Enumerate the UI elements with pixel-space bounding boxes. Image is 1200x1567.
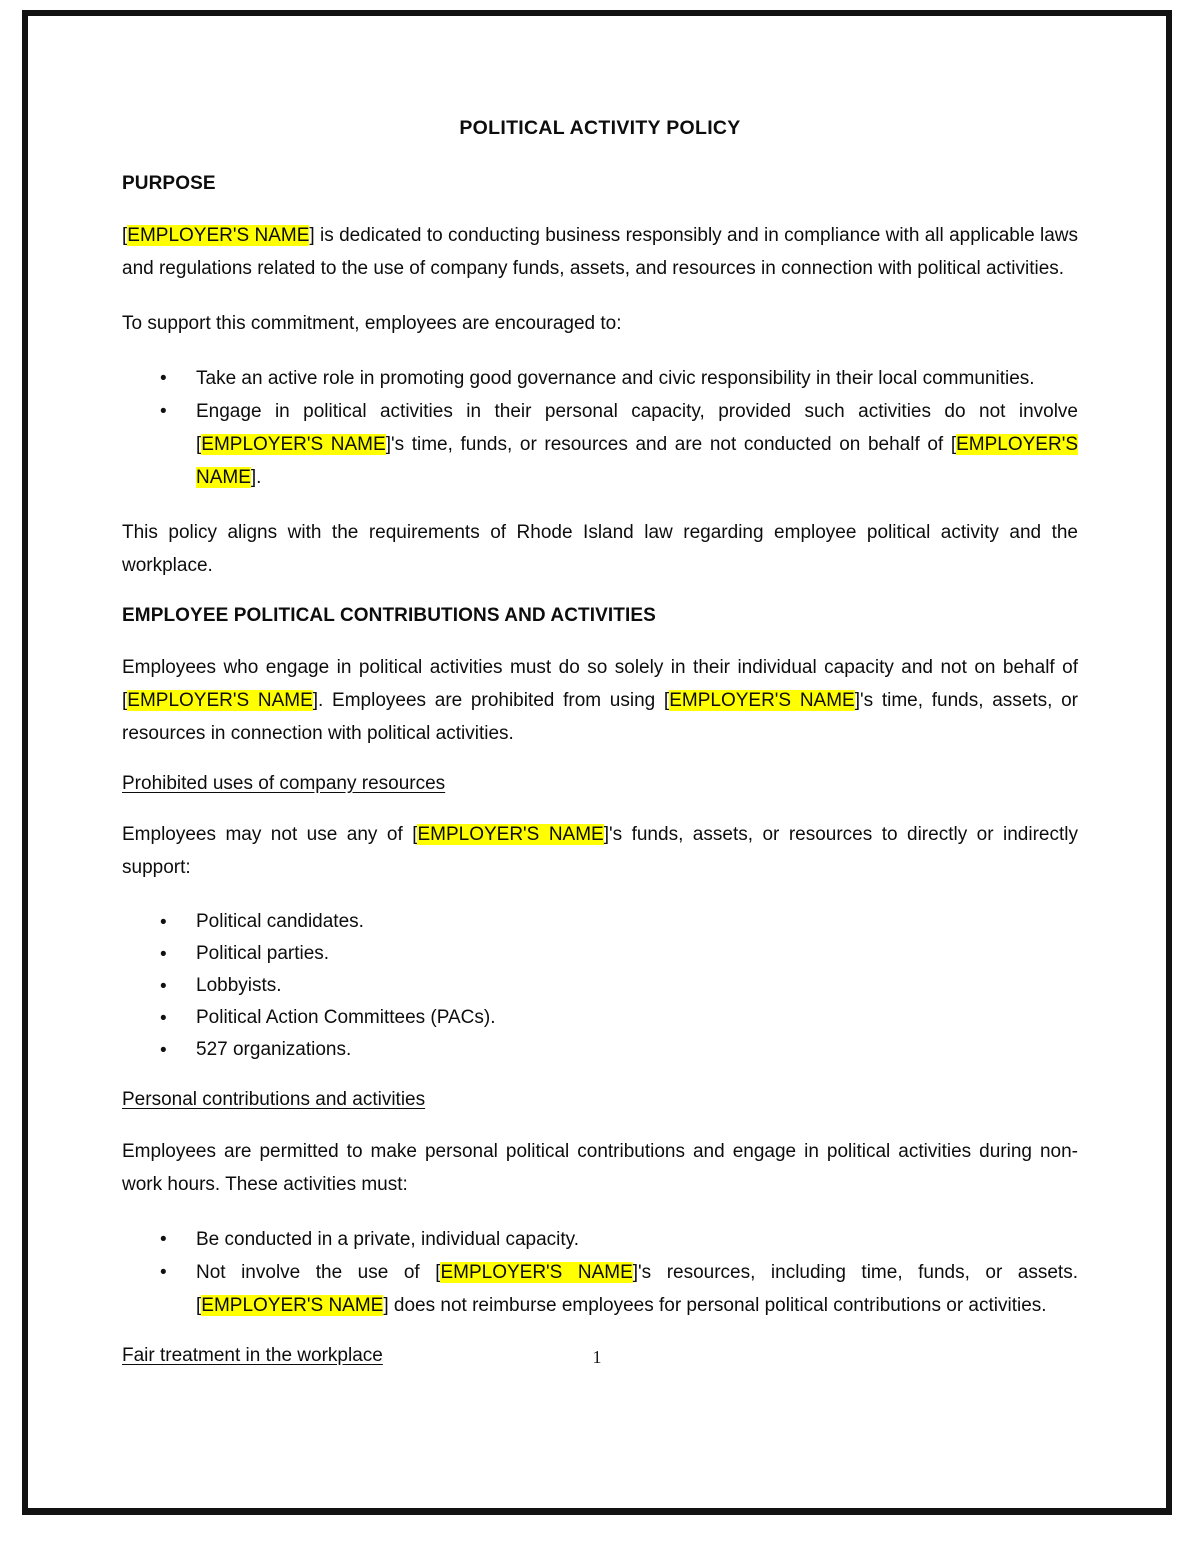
contributions-intro-paragraph [122, 651, 1078, 750]
list-item: • Be conducted in a private, individual capacity. [122, 1223, 1078, 1256]
list-item [122, 1256, 1078, 1322]
document-title: POLITICAL ACTIVITY POLICY [459, 117, 741, 139]
list-item: • Lobbyists. [122, 970, 1078, 1002]
heading-employee-political-contributions: EMPLOYEE POLITICAL CONTRIBUTIONS AND ACTIVITIES [122, 605, 656, 627]
bracket-open: [ [122, 225, 128, 247]
bullet-lead-text: Not involve the use of [ [196, 1262, 441, 1284]
employer-name-placeholder: EMPLOYER'S NAME [201, 1295, 384, 1317]
bullet-mid-text: ]'s resources, including time, funds, or assets. [ [196, 1262, 1078, 1317]
contributions-mid-text: ]. Employees are prohibited from using [ [312, 689, 670, 711]
employer-name-placeholder: EMPLOYER'S NAME [201, 434, 386, 456]
prohibited-intro-paragraph [122, 818, 1078, 884]
document-sheet [28, 16, 1166, 1508]
document-content [122, 116, 1078, 1391]
purpose-intro-text: ] is dedicated to conducting business responsibly and in compliance with all applicable laws and regulations related to the use of company funds, assets, and resources in connection with political activities. [122, 225, 1078, 280]
purpose-alignment-paragraph: This policy aligns with the requirements of Rhode Island law regarding employee political activity and the workplace. [122, 522, 1078, 577]
subheading-fair-treatment: Fair treatment in the workplace [122, 1345, 383, 1367]
prohibited-lead-text: Employees may not use any of [ [122, 824, 418, 846]
employer-name-placeholder: EMPLOYER'S NAME [127, 225, 310, 247]
bullet-tail-text: ] does not reimburse employees for personal political contributions or activities. [383, 1295, 1047, 1317]
prohibited-tail-text: ]'s funds, assets, or resources to directly or indirectly support: [122, 824, 1078, 879]
list-item: • Political parties. [122, 938, 1078, 970]
prohibited-items-list [122, 906, 1078, 1066]
subheading-prohibited-uses: Prohibited uses of company resources [122, 772, 446, 794]
personal-bullet-list [122, 1223, 1078, 1322]
purpose-intro-paragraph [122, 219, 1078, 285]
page-border-bottom [22, 1508, 1172, 1515]
employer-name-placeholder: EMPLOYER'S NAME [440, 1262, 633, 1284]
list-item [122, 395, 1078, 494]
page-number: 1 [592, 1347, 602, 1367]
bullet-lead-text: Engage in political activities in their personal capacity, provided such activities do not involve [ [196, 401, 1078, 456]
employer-name-placeholder: EMPLOYER'S NAME [127, 689, 313, 711]
employer-name-placeholder: EMPLOYER'S NAME [196, 434, 1078, 489]
subheading-personal-contributions-wrap [122, 1088, 1078, 1113]
list-item: • 527 organizations. [122, 1034, 1078, 1066]
subheading-prohibited-uses-wrap [122, 772, 1078, 797]
bullet-mid-text: ]'s time, funds, or resources and are not conducted on behalf of [ [385, 434, 957, 456]
page-border-right [1166, 10, 1172, 1514]
list-item: • Political candidates. [122, 906, 1078, 938]
purpose-support-line: To support this commitment, employees are encouraged to: [122, 313, 622, 335]
heading-purpose: PURPOSE [122, 173, 216, 195]
bullet-tail-text: ]. [250, 467, 262, 489]
list-item: • Take an active role in promoting good governance and civic responsibility in their local communities. [122, 362, 1078, 395]
contributions-tail-text: ]'s time, funds, assets, or resources in connection with political activities. [122, 689, 1078, 744]
purpose-bullet-list [122, 362, 1078, 494]
personal-intro-paragraph: Employees are permitted to make personal political contributions and engage in political activities during non-work hours. These activities must: [122, 1141, 1078, 1196]
subheading-personal-contributions: Personal contributions and activities [122, 1089, 426, 1111]
list-item: • Political Action Committees (PACs). [122, 1002, 1078, 1034]
employer-name-placeholder: EMPLOYER'S NAME [417, 824, 604, 846]
contributions-lead-text: Employees who engage in political activities must do so solely in their individual capacity and not on behalf of [ [122, 656, 1078, 711]
employer-name-placeholder: EMPLOYER'S NAME [669, 689, 855, 711]
